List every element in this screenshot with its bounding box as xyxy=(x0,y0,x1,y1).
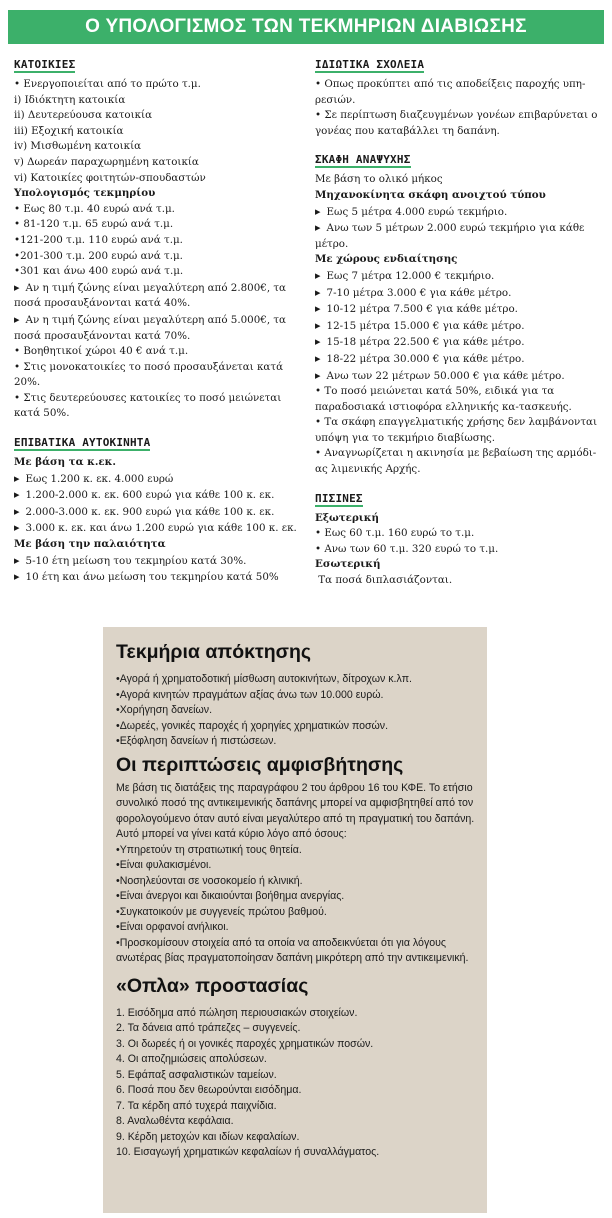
list-item: • Εως 80 τ.μ. 40 ευρώ ανά τ.μ. xyxy=(14,202,175,215)
section-schools xyxy=(315,58,600,139)
disputes-lead: Αυτό μπορεί να γίνει κατά κύριο λόγο από όσους: xyxy=(116,828,347,840)
box-heading-acquisition: Τεκμήρια απόκτησης xyxy=(116,641,312,663)
list-item: •Είναι ορφανοί ανήλικοι. xyxy=(116,921,229,933)
list-item: •Αγορά κινητών πραγμάτων αξίας άνω των 10.000 ευρώ. xyxy=(116,688,384,701)
list-item: •Χορήγηση δανείων. xyxy=(116,704,213,716)
list-item: ▸ 10 έτη και άνω μείωση του τεκμηρίου κατά 50% xyxy=(14,569,299,586)
list-item: ▸ Ανω των 5 μέτρων 2.000 ευρώ τεκμήριο για κάθε μέτρο. xyxy=(315,220,600,252)
list-item: 8. Αναλωθέντα κεφάλαια. xyxy=(116,1115,234,1127)
list-item: 10. Εισαγωγή χρηματικών κεφαλαίων ή συναλλάγματος. xyxy=(116,1146,380,1158)
list-item: • Ανω των 60 τ.μ. 320 ευρώ το τ.μ. xyxy=(315,542,499,555)
section-heading-pools: ΠΙΣΙΝΕΣ xyxy=(315,491,363,505)
section-heading-schools: ΙΔΙΩΤΙΚΑ ΣΧΟΛΕΙΑ xyxy=(315,58,425,71)
section-heading-cars: ΕΠΙΒΑΤΙΚΑ ΑΥΤΟΚΙΝΗΤΑ xyxy=(14,436,151,450)
box-heading-protection: «Οπλα» προστασίας xyxy=(116,974,309,997)
list-item: ▸ 10-12 μέτρα 7.500 € για κάθε μέτρο. xyxy=(315,301,600,318)
section-heading-katoikies: ΚΑΤΟΙΚΙΕΣ xyxy=(14,58,76,71)
list-item: •Υπηρετούν τη στρατιωτική τους θητεία. xyxy=(116,843,302,856)
list-item: ▸ 2.000-3.000 κ. εκ. 900 ευρώ για κάθε 100 κ. εκ. xyxy=(14,504,299,521)
list-item: iv) Μισθωμένη κατοικία xyxy=(14,140,142,153)
subheading-open-boats: Μηχανοκίνητα σκάφη ανοιχτού τύπου xyxy=(315,188,546,201)
section-heading-boats: ΣΚΑΦΗ ΑΝΑΨΥΧΗΣ xyxy=(315,153,411,167)
list-item: ▸ Εως 1.200 κ. εκ. 4.000 ευρώ xyxy=(14,471,299,488)
list-item: • Σε περίπτωση διαζευγμένων γονέων επιβαρύνεται ο γονέας που καταβάλλει τη δαπάνη. xyxy=(315,109,598,137)
list-item: 5. Εφάπαξ ασφαλιστικών ταμείων. xyxy=(116,1068,277,1081)
list-item: • Εως 60 τ.μ. 160 ευρώ το τ.μ. xyxy=(315,527,475,540)
list-item: ▸ 18-22 μέτρα 30.000 € για κάθε μέτρο. xyxy=(315,351,600,368)
list-item: ▸ 12-15 μέτρα 15.000 € για κάθε μέτρο. xyxy=(315,318,600,335)
list-item: 9. Κέρδη μετοχών και ιδίων κεφαλαίων. xyxy=(116,1130,300,1143)
info-box xyxy=(103,627,487,1213)
list-item: • Ενεργοποιείται από το πρώτο τ.μ. xyxy=(14,78,201,90)
list-item: • 81-120 τ.μ. 65 ευρώ ανά τ.μ. xyxy=(14,218,174,231)
list-item: •Είναι άνεργοι και δικαιούνται βοήθημα ανεργίας. xyxy=(116,890,345,902)
list-item: •301 και άνω 400 ευρώ ανά τ.μ. xyxy=(14,265,184,278)
subheading-outdoor: Εξωτερική xyxy=(315,511,379,524)
subheading-age: Με βάση την παλαιότητα xyxy=(14,538,166,551)
section-katoikies xyxy=(14,58,299,422)
list-item: •121-200 τ.μ. 110 ευρώ ανά τ.μ. xyxy=(14,233,183,246)
list-item: 4. Οι αποζημιώσεις απολύσεων. xyxy=(116,1053,267,1065)
list-item: •Αγορά ή χρηματοδοτική μίσθωση αυτοκινήτων, δίτροχων κ.λπ. xyxy=(116,673,412,685)
left-column xyxy=(14,58,299,586)
list-item: ▸ 15-18 μέτρα 22.500 € για κάθε μέτρο. xyxy=(315,334,600,351)
list-item: ii) Δευτερεύουσα κατοικία xyxy=(14,109,153,122)
calc-list xyxy=(14,202,299,280)
list-item: ▸ 1.200-2.000 κ. εκ. 600 ευρώ για κάθε 100 κ. εκ. xyxy=(14,487,299,504)
section-pools xyxy=(315,492,600,589)
list-item: v) Δωρεάν παραχωρημένη κατοικία xyxy=(14,155,199,168)
list-item: ▸ Αν η τιμή ζώνης είναι μεγαλύτερη από 2.800€, τα ποσά προσαυξάνονται κατά 40%. xyxy=(14,280,299,312)
list-item: • Αναγνωρίζεται η ακινησία με βεβαίωση της αρμόδι-ας λιμενικής Αρχής. xyxy=(315,447,597,476)
list-item: • Στις μονοκατοικίες το ποσό προσαυξάνεται κατά 20%. xyxy=(14,360,284,389)
list-item: 2. Τα δάνεια από τράπεζες – συγγενείς. xyxy=(116,1022,301,1034)
list-item: iii) Εξοχική κατοικία xyxy=(14,124,124,137)
subheading-cabin-boats: Με χώρους ενδιαίτησης xyxy=(315,253,458,266)
list-item: •Δωρεές, γονικές παροχές ή χορηγίες χρηματικών ποσών. xyxy=(116,719,389,732)
subheading-calc: Υπολογισμός τεκμηρίου xyxy=(14,187,156,200)
box-heading-disputes: Οι περιπτώσεις αμφισβήτησης xyxy=(116,753,404,776)
page-title-banner: Ο ΥΠΟΛΟΓΙΣΜΟΣ ΤΩΝ ΤΕΚΜΗΡΙΩΝ ΔΙΑΒΙΩΣΗΣ xyxy=(8,10,604,44)
list-item: ▸ Εως 5 μέτρα 4.000 ευρώ τεκμήριο. xyxy=(315,204,600,221)
list-item: ▸ 7-10 μέτρα 3.000 € για κάθε μέτρο. xyxy=(315,285,600,302)
list-item: 6. Ποσά που δεν θεωρούνται εισόδημα. xyxy=(116,1084,302,1096)
list-item: Τα ποσά διπλασιάζονται. xyxy=(315,574,453,587)
subheading-cc: Με βάση τα κ.εκ. xyxy=(14,456,116,469)
list-item: •Είναι φυλακισμένοι. xyxy=(116,859,212,871)
list-item: •201-300 τ.μ. 200 ευρώ ανά τ.μ. xyxy=(14,249,183,262)
list-item: • Τα σκάφη επαγγελματικής χρήσης δεν λαμβάνονται υπόψη για το τεκμήριο διαβίωσης. xyxy=(315,416,598,444)
disputes-intro: Με βάση τις διατάξεις της παραγράφου 2 του άρθρου 16 του ΚΦΕ. Το ετήσιο συνολικό ποσό της αντικειμενικής δαπάνης μπορεί να αμφισβητηθεί από τον φορολογούμενο όταν αυτό είναι μεγαλύτερο από τη πραγματική του δαπάνη. xyxy=(116,781,475,825)
list-item: • Οπως προκύπτει από τις αποδείξεις παροχής υπη-ρεσιών. xyxy=(315,78,586,106)
list-item: • Το ποσό μειώνεται κατά 50%, ειδικά για τα παραδοσιακά ιστιοφόρα ελληνικής κα-τασκευής. xyxy=(315,385,572,413)
info-box-content xyxy=(116,635,478,1161)
list-item: ▸ Αν η τιμή ζώνης είναι μεγαλύτερη από 5.000€, τα ποσά προσαυξάνονται κατά 70%. xyxy=(14,312,299,344)
list-item: ▸ Ανω των 22 μέτρων 50.000 € για κάθε μέτρο. xyxy=(315,368,600,385)
boats-intro: Με βάση το ολικό μήκος xyxy=(315,173,443,186)
list-item: ▸ 5-10 έτη μείωση του τεκμηρίου κατά 30%. xyxy=(14,553,299,570)
katoikies-list xyxy=(14,77,299,186)
list-item: ▸ Εως 7 μέτρα 12.000 € τεκμήριο. xyxy=(315,268,600,285)
section-cars xyxy=(14,436,299,586)
list-item: 1. Εισόδημα από πώληση περιουσιακών στοιχείων. xyxy=(116,1006,358,1019)
list-item: i) Ιδιόκτητη κατοικία xyxy=(14,93,126,106)
list-item: vi) Κατοικίες φοιτητών-σπουδαστών xyxy=(14,171,206,184)
list-item: •Συγκατοικούν με συγγενείς πρώτου βαθμού. xyxy=(116,905,327,918)
list-item: • Στις δευτερεύουσες κατοικίες το ποσό μειώνεται κατά 50%. xyxy=(14,391,282,420)
list-item: ▸ 3.000 κ. εκ. και άνω 1.200 ευρώ για κάθε 100 κ. εκ. xyxy=(14,520,299,537)
section-boats xyxy=(315,153,600,477)
list-item: • Βοηθητικοί χώροι 40 € ανά τ.μ. xyxy=(14,345,189,358)
right-column xyxy=(315,58,600,589)
list-item: •Εξόφληση δανείων ή πιστώσεων. xyxy=(116,735,277,747)
list-item: •Νοσηλεύονται σε νοσοκομείο ή κλινική. xyxy=(116,874,303,887)
list-item: 7. Τα κέρδη από τυχερά παιχνίδια. xyxy=(116,1099,277,1112)
list-item: 3. Οι δωρεές ή οι γονικές παροχές χρηματικών ποσών. xyxy=(116,1037,374,1050)
subheading-indoor: Εσωτερική xyxy=(315,558,381,571)
list-item: •Προσκομίσουν στοιχεία από τα οποία να αποδεικνύεται ότι για λόγους ανωτέρας βίας πραγματοποίησαν δαπάνη μικρότερη από την αντικειμενική. xyxy=(116,936,469,964)
